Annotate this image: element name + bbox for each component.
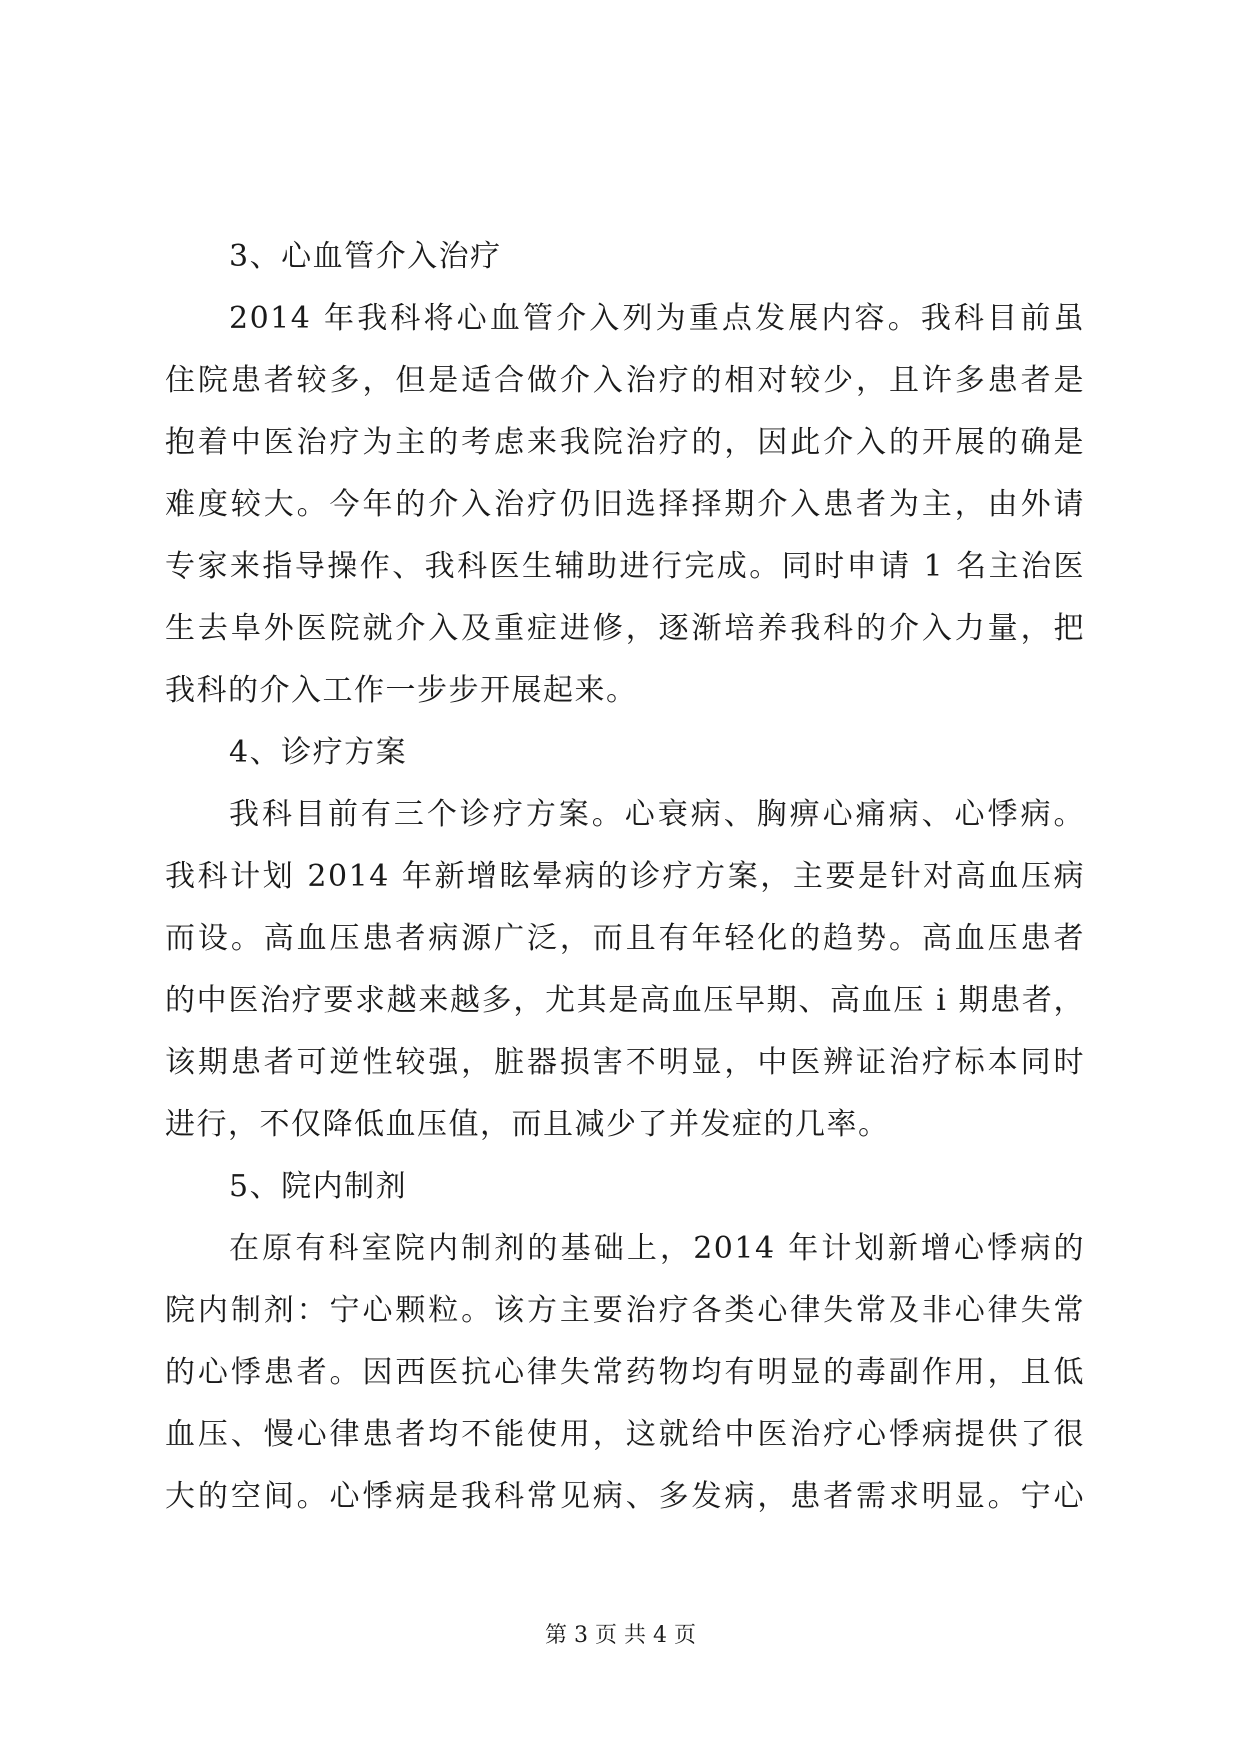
- text-line: 我科计划 2014 年新增眩晕病的诊疗方案，主要是针对高血压病: [165, 859, 1085, 894]
- text-line: 我科目前有三个诊疗方案。心衰病、胸痹心痛病、心悸病。: [229, 797, 1085, 832]
- text-line: 难度较大。今年的介入治疗仍旧选择择期介入患者为主，由外请: [165, 487, 1085, 522]
- text-line: 专家来指导操作、我科医生辅助进行完成。同时申请 1 名主治医: [165, 549, 1085, 584]
- text-line: 大的空间。心悸病是我科常见病、多发病，患者需求明显。宁心: [165, 1479, 1085, 1514]
- text-line: 的心悸患者。因西医抗心律失常药物均有明显的毒副作用，且低: [165, 1355, 1085, 1390]
- text-line: 2014 年我科将心血管介入列为重点发展内容。我科目前虽: [229, 301, 1085, 336]
- text-line: 抱着中医治疗为主的考虑来我院治疗的，因此介入的开展的确是: [165, 425, 1085, 460]
- page-number-label: 第 3 页 共 4 页: [545, 1623, 696, 1648]
- paragraph-preparations: [165, 1218, 1085, 1528]
- paragraph-intervention: [165, 288, 1085, 722]
- section-heading-5: 5、院内制剂: [229, 1169, 408, 1204]
- text-line: 的中医治疗要求越来越多，尤其是高血压早期、高血压 i 期患者，: [165, 983, 1085, 1018]
- text-line: 该期患者可逆性较强，脏器损害不明显，中医辨证治疗标本同时: [165, 1045, 1085, 1080]
- text-line: 进行，不仅降低血压值，而且减少了并发症的几率。: [165, 1107, 890, 1142]
- text-line: 而设。高血压患者病源广泛，而且有年轻化的趋势。高血压患者: [165, 921, 1085, 956]
- paragraph-treatment-plans: [165, 784, 1085, 1156]
- text-line: 住院患者较多，但是适合做介入治疗的相对较少，且许多患者是: [165, 363, 1085, 398]
- document-body: [165, 226, 1085, 1528]
- text-line: 我科的介入工作一步步开展起来。: [165, 673, 638, 708]
- text-line: 生去阜外医院就介入及重症进修，逐渐培养我科的介入力量，把: [165, 611, 1085, 646]
- text-line: 在原有科室院内制剂的基础上，2014 年计划新增心悸病的: [229, 1231, 1085, 1266]
- page-footer: [0, 1618, 1241, 1649]
- section-heading-3: 3、心血管介入治疗: [229, 239, 502, 274]
- section-heading-4: 4、诊疗方案: [229, 735, 408, 770]
- text-line: 院内制剂：宁心颗粒。该方主要治疗各类心律失常及非心律失常: [165, 1293, 1085, 1328]
- text-line: 血压、慢心律患者均不能使用，这就给中医治疗心悸病提供了很: [165, 1417, 1085, 1452]
